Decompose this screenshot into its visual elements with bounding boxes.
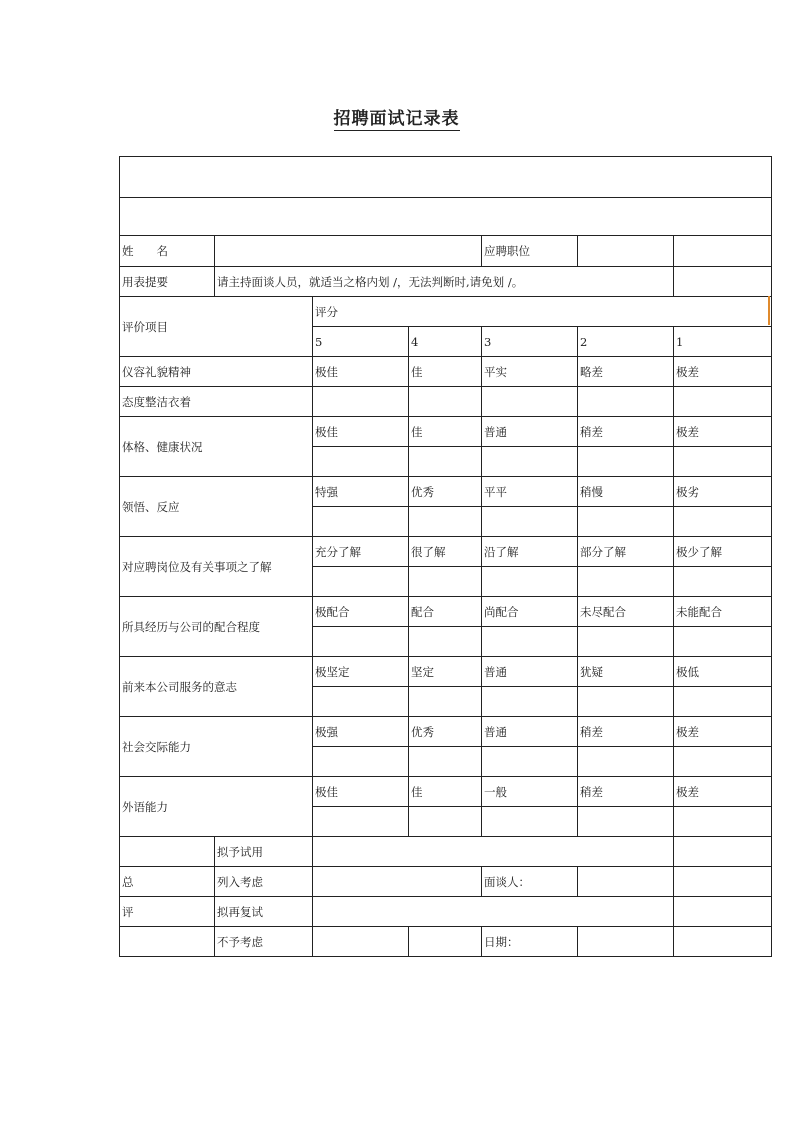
item-label: 领悟、反应 [120, 477, 313, 537]
check-cell[interactable] [674, 567, 772, 597]
check-cell[interactable] [482, 687, 578, 717]
summary-option-reject[interactable]: 不予考虑 [215, 927, 313, 957]
rating-cell[interactable]: 未能配合 [674, 597, 772, 627]
item-label: 态度整洁衣着 [120, 387, 313, 417]
summary-option-reinterview[interactable]: 拟再复试 [215, 897, 313, 927]
item-label: 对应聘岗位及有关事项之了解 [120, 537, 313, 597]
rating-cell[interactable]: 极差 [674, 777, 772, 807]
rating-cell[interactable]: 特强 [313, 477, 409, 507]
date-label: 日期： [482, 927, 578, 957]
check-cell[interactable] [409, 447, 482, 477]
check-cell[interactable] [313, 687, 409, 717]
rating-cell[interactable]: 尚配合 [482, 597, 578, 627]
check-cell[interactable] [313, 567, 409, 597]
summary-trial-field[interactable] [313, 837, 674, 867]
rating-cell[interactable] [409, 387, 482, 417]
date-field[interactable] [578, 927, 674, 957]
header-blank-row-2[interactable] [120, 198, 772, 236]
score-4: 4 [409, 327, 482, 357]
check-cell[interactable] [482, 507, 578, 537]
check-cell[interactable] [674, 507, 772, 537]
check-cell[interactable] [674, 747, 772, 777]
item-label: 所具经历与公司的配合程度 [120, 597, 313, 657]
rating-cell[interactable]: 稍慢 [578, 477, 674, 507]
item-label: 外语能力 [120, 777, 313, 837]
rating-cell[interactable]: 极劣 [674, 477, 772, 507]
interviewer-label: 面谈人： [482, 867, 578, 897]
check-cell[interactable] [482, 627, 578, 657]
rating-cell[interactable]: 很了解 [409, 537, 482, 567]
item-label: 社会交际能力 [120, 717, 313, 777]
position-extra-field[interactable] [674, 236, 772, 267]
rating-cell[interactable]: 极低 [674, 657, 772, 687]
summary-reject-field[interactable] [313, 927, 409, 957]
rating-cell[interactable]: 极差 [674, 357, 772, 387]
summary-consider-field[interactable] [313, 867, 482, 897]
position-label: 应聘职位 [482, 236, 578, 267]
rating-cell[interactable] [482, 387, 578, 417]
summary-option-consider[interactable]: 列入考虑 [215, 867, 313, 897]
rating-cell[interactable]: 极强 [313, 717, 409, 747]
guide-extra-field[interactable] [674, 267, 772, 297]
rating-cell[interactable]: 普通 [482, 417, 578, 447]
rating-cell[interactable]: 普通 [482, 717, 578, 747]
check-cell[interactable] [674, 687, 772, 717]
check-cell[interactable] [313, 627, 409, 657]
check-cell[interactable] [313, 447, 409, 477]
interviewer-field[interactable] [578, 867, 674, 897]
check-cell[interactable] [578, 507, 674, 537]
check-cell[interactable] [578, 567, 674, 597]
rating-cell[interactable]: 佳 [409, 777, 482, 807]
score-3: 3 [482, 327, 578, 357]
interviewer-extra[interactable] [674, 867, 772, 897]
check-cell[interactable] [313, 807, 409, 837]
page-title: 招聘面试记录表 [333, 109, 460, 129]
name-field[interactable] [215, 236, 482, 267]
summary-reject-field-2[interactable] [409, 927, 482, 957]
rating-cell[interactable]: 极佳 [313, 417, 409, 447]
rating-cell[interactable]: 极差 [674, 417, 772, 447]
rating-cell[interactable]: 极差 [674, 717, 772, 747]
rating-cell[interactable]: 平平 [482, 477, 578, 507]
check-cell[interactable] [409, 807, 482, 837]
check-cell[interactable] [578, 687, 674, 717]
rating-cell[interactable]: 犹疑 [578, 657, 674, 687]
position-field[interactable] [578, 236, 674, 267]
rating-cell[interactable]: 极坚定 [313, 657, 409, 687]
check-cell[interactable] [482, 807, 578, 837]
summary-reinterview-extra[interactable] [674, 897, 772, 927]
check-cell[interactable] [482, 567, 578, 597]
summary-trial-extra[interactable] [674, 837, 772, 867]
check-cell[interactable] [578, 807, 674, 837]
name-label: 姓 名 [120, 236, 215, 267]
rating-cell[interactable]: 配合 [409, 597, 482, 627]
item-label: 前来本公司服务的意志 [120, 657, 313, 717]
rating-cell[interactable]: 部分了解 [578, 537, 674, 567]
rating-cell[interactable]: 坚定 [409, 657, 482, 687]
header-blank-row-1[interactable] [120, 157, 772, 198]
rating-cell[interactable]: 一般 [482, 777, 578, 807]
rating-cell[interactable] [674, 387, 772, 417]
check-cell[interactable] [409, 567, 482, 597]
rating-cell[interactable]: 稍差 [578, 717, 674, 747]
check-cell[interactable] [578, 747, 674, 777]
guide-label: 用表提要 [120, 267, 215, 297]
check-cell[interactable] [409, 747, 482, 777]
rating-cell[interactable]: 稍差 [578, 417, 674, 447]
cell-edge-marker [768, 296, 770, 325]
summary-reinterview-field[interactable] [313, 897, 674, 927]
item-label: 体格、健康状况 [120, 417, 313, 477]
rating-cell[interactable]: 普通 [482, 657, 578, 687]
check-cell[interactable] [409, 687, 482, 717]
check-cell[interactable] [674, 447, 772, 477]
check-cell[interactable] [482, 447, 578, 477]
rating-cell[interactable]: 佳 [409, 417, 482, 447]
score-label: 评分 [313, 297, 772, 327]
rating-cell[interactable]: 未尽配合 [578, 597, 674, 627]
score-1: 1 [674, 327, 772, 357]
summary-blank-cell [120, 837, 215, 867]
rating-cell[interactable]: 优秀 [409, 717, 482, 747]
interview-record-table [119, 156, 772, 957]
rating-cell[interactable]: 沿了解 [482, 537, 578, 567]
eval-label: 评价项目 [120, 297, 313, 357]
summary-option-trial[interactable]: 拟予试用 [215, 837, 313, 867]
rating-cell[interactable]: 极少了解 [674, 537, 772, 567]
check-cell[interactable] [578, 627, 674, 657]
check-cell[interactable] [409, 627, 482, 657]
score-5: 5 [313, 327, 409, 357]
rating-cell[interactable]: 极配合 [313, 597, 409, 627]
rating-cell[interactable]: 优秀 [409, 477, 482, 507]
rating-cell[interactable]: 平实 [482, 357, 578, 387]
rating-cell[interactable] [313, 387, 409, 417]
score-2: 2 [578, 327, 674, 357]
rating-cell[interactable]: 稍差 [578, 777, 674, 807]
rating-cell[interactable]: 极佳 [313, 357, 409, 387]
check-cell[interactable] [578, 447, 674, 477]
check-cell[interactable] [313, 507, 409, 537]
item-label: 仪容礼貌精神 [120, 357, 313, 387]
check-cell[interactable] [409, 507, 482, 537]
check-cell[interactable] [674, 627, 772, 657]
rating-cell[interactable]: 充分了解 [313, 537, 409, 567]
summary-label-total: 总 [120, 867, 215, 897]
date-extra[interactable] [674, 927, 772, 957]
check-cell[interactable] [674, 807, 772, 837]
rating-cell[interactable] [578, 387, 674, 417]
guide-text: 请主持面谈人员，就适当之格内划 /，无法判断时,请免划 /。 [215, 267, 674, 297]
check-cell[interactable] [482, 747, 578, 777]
summary-label-eval: 评 [120, 897, 215, 927]
rating-cell[interactable]: 略差 [578, 357, 674, 387]
rating-cell[interactable]: 极佳 [313, 777, 409, 807]
rating-cell[interactable]: 佳 [409, 357, 482, 387]
check-cell[interactable] [313, 747, 409, 777]
summary-blank-cell [120, 927, 215, 957]
